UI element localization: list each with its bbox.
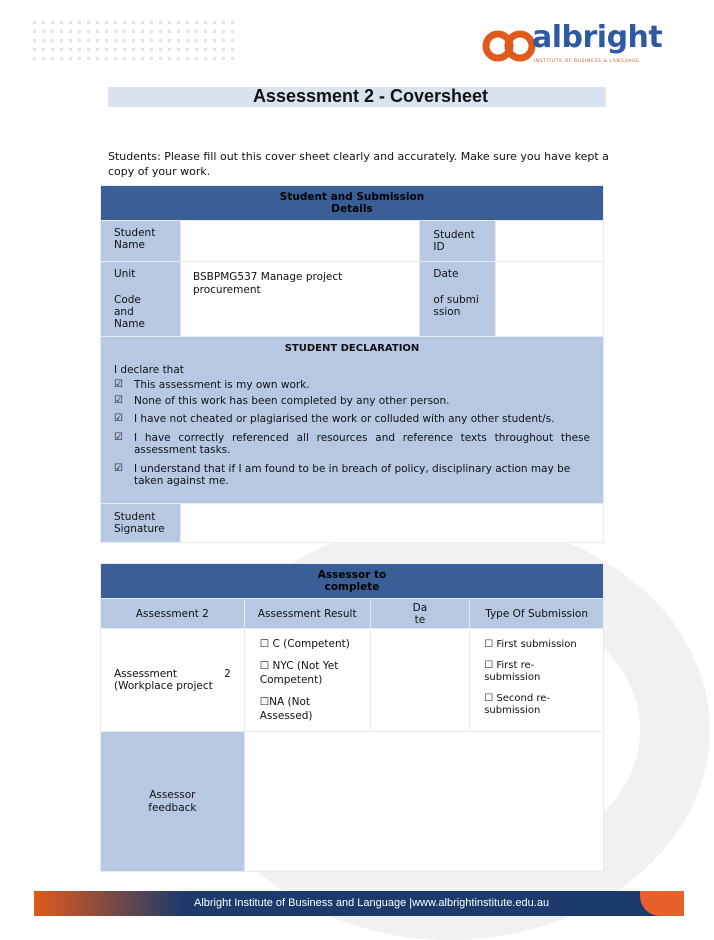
date-label: Date of submission <box>420 262 496 337</box>
brand-tagline: INSTITUTE OF BUSINESS & LANGUAGE <box>534 59 640 64</box>
declaration-item: ☑ None of this work has been completed by any other person. <box>114 394 450 407</box>
checkbox-icon: ☐ <box>259 638 270 650</box>
col-type: Type Of Submission <box>470 599 604 629</box>
feedback-label: Assessor feedback <box>101 732 245 872</box>
result-option[interactable]: ☐NA (Not Assessed) <box>259 696 313 722</box>
declaration-block <box>101 337 604 504</box>
col-assessment: Assessment 2 <box>101 599 245 629</box>
col-result: Assessment Result <box>244 599 370 629</box>
submission-option[interactable]: ☐ Second re-submission <box>484 693 551 716</box>
declaration-item: ☑ I have not cheated or plagiarised the work or colluded with any other student/s. <box>114 413 555 425</box>
checkbox-icon: ☐ <box>259 660 270 672</box>
checkbox-icon: ☐ <box>484 660 494 671</box>
checked-box-icon: ☑ <box>114 462 123 474</box>
student-name-field[interactable] <box>180 221 419 262</box>
decorative-dots <box>30 18 240 66</box>
declaration-header: STUDENT DECLARATION <box>284 343 420 354</box>
student-name-label: Student Name <box>101 221 181 262</box>
declare-intro: I declare that <box>114 364 184 376</box>
feedback-field[interactable] <box>244 732 603 872</box>
assessment-name: Assessment 2 (Workplace project <box>101 629 245 732</box>
assessor-section-header: Assessor to complete <box>101 564 604 599</box>
signature-field[interactable] <box>180 503 603 542</box>
submission-option[interactable]: ☐ First submission <box>484 639 577 650</box>
student-id-label: Student ID <box>420 221 496 262</box>
declaration-item: ☑ This assessment is my own work. <box>114 379 310 391</box>
date-field[interactable] <box>496 262 604 337</box>
checked-box-icon: ☑ <box>114 379 123 390</box>
signature-label: Student Signature <box>101 503 181 542</box>
checkbox-icon: ☐ <box>259 696 270 708</box>
declaration-item: ☑ I understand that if I am found to be in breach of policy, disciplinary action may be taken against me. <box>114 462 571 487</box>
intro-text: Students: Please fill out this cover sheet clearly and accurately. Make sure you have kept a copy of your work. <box>108 150 609 178</box>
result-option[interactable]: ☐ NYC (Not Yet Competent) <box>259 660 339 686</box>
col-date: Da te <box>370 599 470 629</box>
unit-label: Unit Code and Name <box>101 262 181 337</box>
checked-box-icon: ☑ <box>114 394 123 406</box>
checked-box-icon: ☑ <box>114 413 123 424</box>
checkbox-icon: ☐ <box>484 693 494 704</box>
footer-accent-left <box>34 891 184 916</box>
student-section-header: Student and Submission Details <box>101 186 604 221</box>
page-title: Assessment 2 - Coversheet <box>252 86 489 106</box>
assessor-table <box>100 563 604 872</box>
checked-box-icon: ☑ <box>114 431 123 443</box>
brand-name: albright <box>532 20 663 55</box>
submission-option[interactable]: ☐ First re-submission <box>484 660 541 683</box>
submission-type-options <box>470 629 604 732</box>
declaration-item: ☑ I have correctly referenced all resources and reference texts throughout these assessment tasks. <box>114 431 590 456</box>
student-table <box>100 185 604 543</box>
unit-value: BSBPMG537 Manage project procurement <box>180 262 419 337</box>
student-id-field[interactable] <box>496 221 604 262</box>
date-field[interactable] <box>370 629 470 732</box>
footer-text: Albright Institute of Business and Language |www.albrightinstitute.edu.au <box>194 897 550 909</box>
result-options <box>244 629 370 732</box>
result-option[interactable]: ☐ C (Competent) <box>259 638 350 650</box>
checkbox-icon: ☐ <box>484 639 494 650</box>
